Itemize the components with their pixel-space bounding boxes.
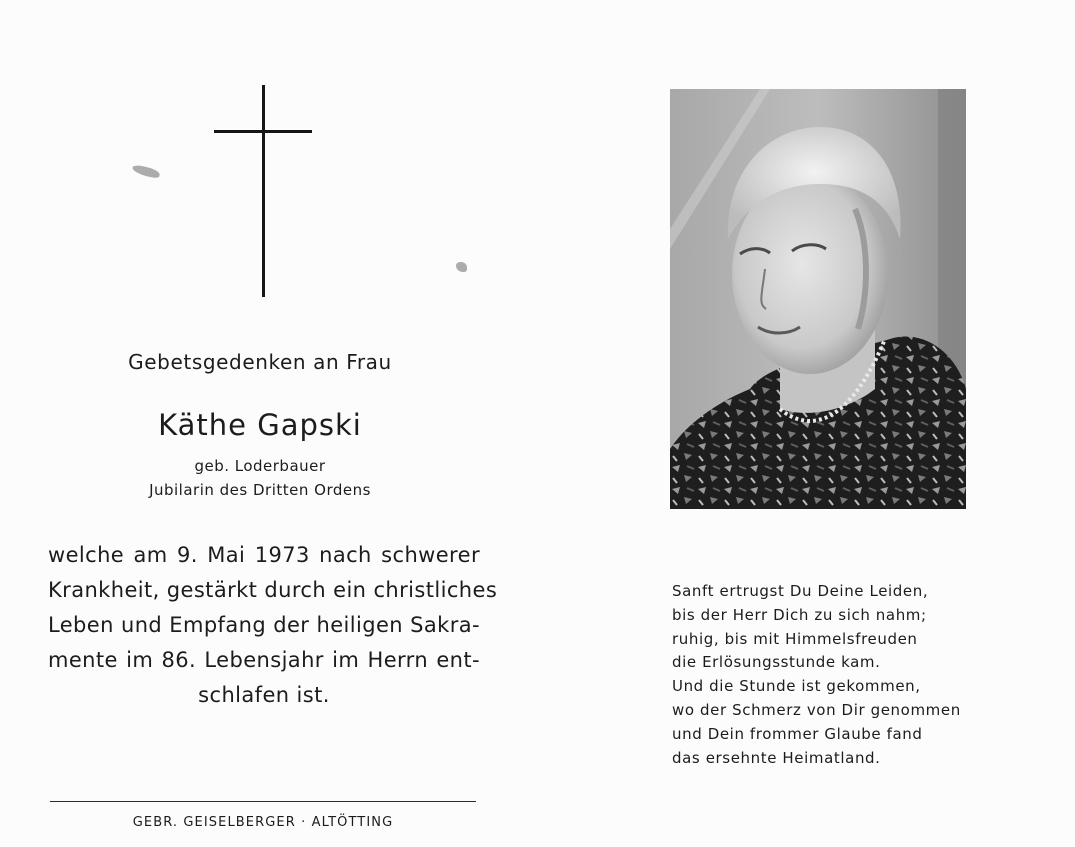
poem-line: Sanft ertrugst Du Deine Leiden, <box>672 582 929 600</box>
poem-line: bis der Herr Dich zu sich nahm; <box>672 605 927 624</box>
poem-line: das ersehnte Heimatland. <box>672 748 881 767</box>
order-title: Jubilarin des Dritten Ordens <box>149 481 371 499</box>
cross-vertical-bar <box>262 85 265 297</box>
poem-line: die Erlösungsstunde kam. <box>672 653 881 672</box>
poem-line: Und die Stunde ist gekommen, <box>672 677 921 696</box>
poem <box>672 580 1002 770</box>
poem-line: wo der Schmerz von Dir genommen <box>672 700 961 719</box>
deceased-name: Käthe Gapski <box>158 408 362 442</box>
birth-name: geb. Loderbauer <box>194 457 326 475</box>
obituary-line: Leben und Empfang der heiligen Sakra- <box>48 613 480 637</box>
paper-speck <box>131 164 160 179</box>
obituary-line: schlafen ist. <box>198 683 330 707</box>
obituary-line: welche am 9. Mai 1973 nach schwerer <box>48 543 480 567</box>
obituary-line: Krankheit, gestärkt durch ein christliches <box>48 578 498 602</box>
footer-divider <box>50 801 476 802</box>
printer-credit: GEBR. GEISELBERGER · ALTÖTTING <box>132 815 394 830</box>
paper-speck <box>456 262 467 272</box>
obituary-line: mente im 86. Lebensjahr im Herrn ent- <box>48 648 480 672</box>
obituary-text <box>48 538 498 713</box>
cross-horizontal-bar <box>214 130 312 133</box>
portrait-photo <box>670 89 966 509</box>
poem-line: ruhig, bis mit Himmelsfreuden <box>672 629 918 648</box>
intro-line: Gebetsgedenken an Frau <box>128 350 392 374</box>
poem-line: und Dein frommer Glaube fand <box>672 724 923 743</box>
